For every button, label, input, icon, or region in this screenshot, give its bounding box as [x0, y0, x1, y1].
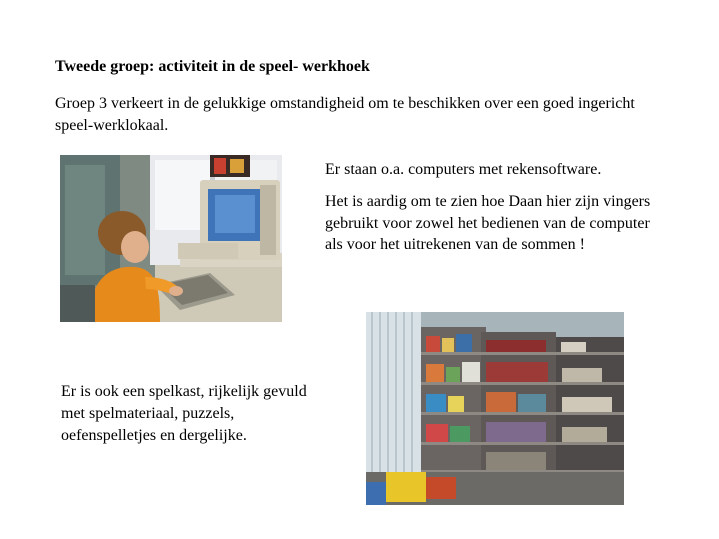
intro-paragraph: Groep 3 verkeert in de gelukkige omstandigheid om te beschikken over een goed ingericht speel-werklokaal. — [55, 95, 635, 134]
photo-game-cabinet — [366, 312, 624, 505]
computers-line: Er staan o.a. computers met rekensoftware. — [325, 161, 602, 178]
photo-boy-at-computer — [60, 155, 282, 322]
spelkast-paragraph: Er is ook een spelkast, rijkelijk gevuld met spelmateriaal, puzzels, oefenspelletjes en dergelijke. — [61, 383, 307, 444]
daan-paragraph: Het is aardig om te zien hoe Daan hier zijn vingers gebruikt voor zowel het bedienen van de computer als voor het uitrekenen van de sommen ! — [325, 193, 651, 253]
computer-caption-block — [325, 159, 665, 266]
slide-title: Tweede groep: activiteit in de speel- werkhoek — [55, 58, 370, 75]
